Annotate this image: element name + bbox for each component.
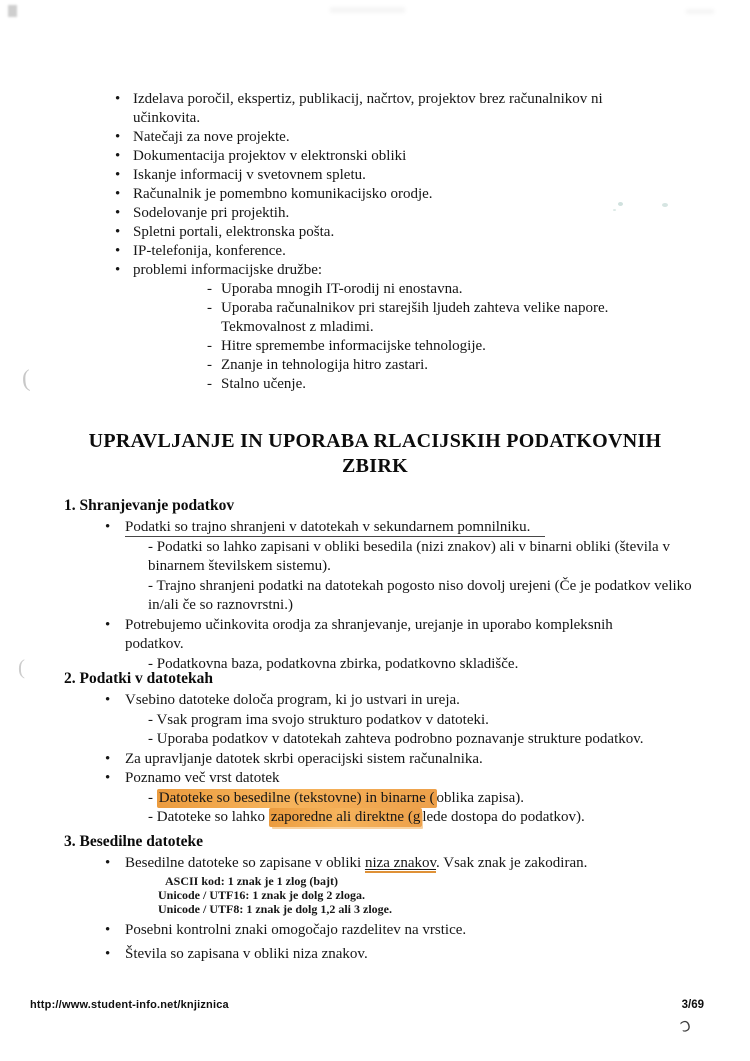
list-item-text: Iskanje informacij v svetovnem spletu.: [133, 167, 366, 183]
encoding-note: Unicode / UTF16: 1 znak je dolg 2 zloga.: [158, 887, 365, 902]
encoding-note: ASCII kod: 1 znak je 1 zlog (bajt): [165, 873, 339, 888]
sub-list-item-text: - Podatki so lahko zapisani v obliki besedila (nizi znakov) ali v binarni obliki (števila v binarnem številskem sistemu).: [148, 538, 670, 574]
sub-list-item: [207, 299, 650, 337]
page-title-line1: UPRAVLJANJE IN UPORABA RLACIJSKIH PODATKOVNIH: [88, 430, 662, 452]
list-item-text: Dokumentacija projektov v elektronski obliki: [133, 148, 407, 164]
dash-prefix: -: [148, 789, 157, 806]
plain-text: . Vsak znak je zakodiran.: [436, 855, 588, 871]
sub-list-item: [207, 280, 650, 299]
list-item: [115, 90, 650, 128]
footer-url: http://www.student-info.net/knjiznica: [30, 999, 229, 1011]
bullet-icon: •: [115, 129, 121, 145]
list-item-text: Spletni portali, elektronska pošta.: [133, 224, 335, 240]
sub-list-item-text: - Podatkovna baza, podatkovna zbirka, podatkovno skladišče.: [148, 655, 519, 672]
list-item-text: [125, 518, 545, 538]
list-item: [105, 854, 714, 874]
sub-list-item: [207, 337, 650, 356]
list-item: [115, 223, 650, 242]
dash-icon: -: [207, 300, 212, 316]
list-item: [105, 945, 714, 965]
section-shranjevanje-podatkov: [64, 496, 714, 674]
list-item: [105, 921, 714, 941]
sub-list-item: [207, 375, 650, 394]
underlined-text: Podatki so trajno shranjeni v datotekah v sekundarnem pomnilniku.: [125, 519, 545, 537]
sub-list-item-text: [148, 789, 693, 809]
margin-paren-mark: (: [21, 365, 31, 393]
scan-artifact: [330, 7, 405, 13]
sub-list-item-text: - Uporaba podatkov v datotekah zahteva podrobno poznavanje strukture podatkov.: [148, 731, 644, 747]
bullet-icon: •: [115, 205, 121, 221]
section-besedilne-datoteke: [64, 832, 714, 965]
highlighted-text: zaporedne ali direktne (g: [270, 809, 421, 825]
list-item-text: Poznamo več vrst datotek: [125, 770, 280, 786]
sub-list-item-text: [148, 808, 693, 828]
sub-list-item-text: Hitre spremembe informacijske tehnologije.: [221, 338, 486, 354]
dash-icon: -: [207, 281, 212, 297]
list-item: [115, 166, 650, 185]
plain-text: Besedilne datoteke so zapisane v obliki: [125, 855, 365, 871]
dash-prefix: - Datoteke so lahko: [148, 809, 269, 825]
sub-list-item: [207, 356, 650, 375]
sub-list-item-text: - Vsak program ima svojo strukturo podatkov v datoteki.: [148, 711, 489, 728]
bullet-icon: •: [115, 148, 121, 164]
bullet-icon: •: [105, 750, 111, 767]
bullet-icon: •: [115, 262, 121, 278]
list-item-text: Natečaji za nove projekte.: [133, 129, 290, 145]
list-item: [115, 185, 650, 204]
bullet-icon: •: [105, 770, 111, 786]
list-item: [115, 204, 650, 223]
sub-list-item-text: - Trajno shranjeni podatki na datotekah pogosto niso dovolj urejeni (Če je podatkov veliko in/ali če so raznovrstni.): [148, 577, 692, 613]
sub-list-item-text: Uporaba računalnikov pri starejših ljudeh zahteva velike napore. Tekmovalnost z mladimi.: [221, 300, 609, 335]
list-item-text: problemi informacijske družbe:: [133, 262, 323, 278]
page-title-line2: ZBIRK: [342, 455, 408, 477]
scan-artifact: [8, 5, 17, 17]
list-item: [115, 128, 650, 147]
list-item-text: Sodelovanje pri projektih.: [133, 205, 290, 221]
scan-artifact: [686, 9, 714, 14]
sub-list-item-text: Znanje in tehnologija hitro zastari.: [221, 357, 429, 373]
problem-sublist: [207, 280, 650, 394]
bullet-icon: •: [105, 921, 111, 938]
list-item-text: Posebni kontrolni znaki omogočajo razdelitev na vrstice.: [125, 921, 467, 938]
intro-list: [115, 90, 650, 394]
dash-icon: -: [207, 376, 212, 392]
list-item-text: Vsebino datoteke določa program, ki jo ustvari in ureja.: [125, 692, 460, 708]
highlighted-text: Datoteke so besedilne (tekstovne) in binarne (: [158, 789, 435, 806]
bullet-icon: •: [105, 692, 111, 708]
page-number: 3/69: [681, 999, 704, 1011]
list-item-text: Računalnik je pomembno komunikacijsko orodje.: [133, 186, 433, 202]
bullet-icon: •: [105, 616, 111, 633]
list-item-text: Izdelava poročil, ekspertiz, publikacij, načrtov, projektov brez računalnikov ni učinkovita.: [133, 91, 603, 126]
plain-text: oblika zapisa).: [436, 789, 524, 806]
bullet-icon: •: [115, 167, 121, 183]
list-item: [105, 518, 714, 538]
section-heading: 2. Podatki v datotekah: [64, 670, 213, 687]
bullet-icon: •: [115, 243, 121, 259]
marked-underline-text: niza znakov: [364, 855, 437, 871]
dash-icon: -: [207, 357, 212, 373]
sub-list-item-text: Stalno učenje.: [221, 376, 306, 392]
list-item: [115, 261, 650, 280]
dash-icon: -: [207, 338, 212, 354]
section-heading: 1. Shranjevanje podatkov: [64, 497, 235, 514]
scan-artifact: [662, 203, 668, 207]
section-podatki-v-datotekah: [64, 669, 714, 828]
list-item: [105, 691, 714, 711]
encoding-note: Unicode / UTF8: 1 znak je dolg 1,2 ali 3 zloge.: [158, 901, 392, 916]
plain-text: lede dostopa do podatkov).: [422, 809, 585, 825]
bullet-icon: •: [115, 224, 121, 240]
bullet-icon: •: [105, 946, 111, 962]
list-item-text: Za upravljanje datotek skrbi operacijski sistem računalnika.: [125, 750, 483, 767]
bullet-icon: •: [105, 855, 111, 871]
page-title: [0, 429, 750, 479]
list-item-text: [125, 854, 587, 874]
list-item: [115, 147, 650, 166]
bullet-icon: •: [115, 91, 121, 107]
list-item-text: IP-telefonija, konference.: [133, 243, 286, 259]
margin-paren-mark: (: [18, 655, 25, 679]
list-item: [115, 242, 650, 261]
bullet-icon: •: [115, 186, 121, 202]
list-item: [105, 616, 714, 655]
section-heading: 3. Besedilne datoteke: [64, 833, 204, 850]
pen-squiggle-mark: Ɔ: [678, 1017, 694, 1037]
list-item-text: Števila so zapisana v obliki niza znakov.: [125, 946, 368, 962]
sub-list-item-text: Uporaba mnogih IT-orodij ni enostavna.: [221, 281, 463, 297]
list-item: [105, 769, 714, 789]
bullet-icon: •: [105, 519, 111, 535]
list-item: [105, 750, 714, 770]
list-item-text: Potrebujemo učinkovita orodja za shranjevanje, urejanje in uporabo kompleksnih podatkov.: [125, 616, 613, 652]
